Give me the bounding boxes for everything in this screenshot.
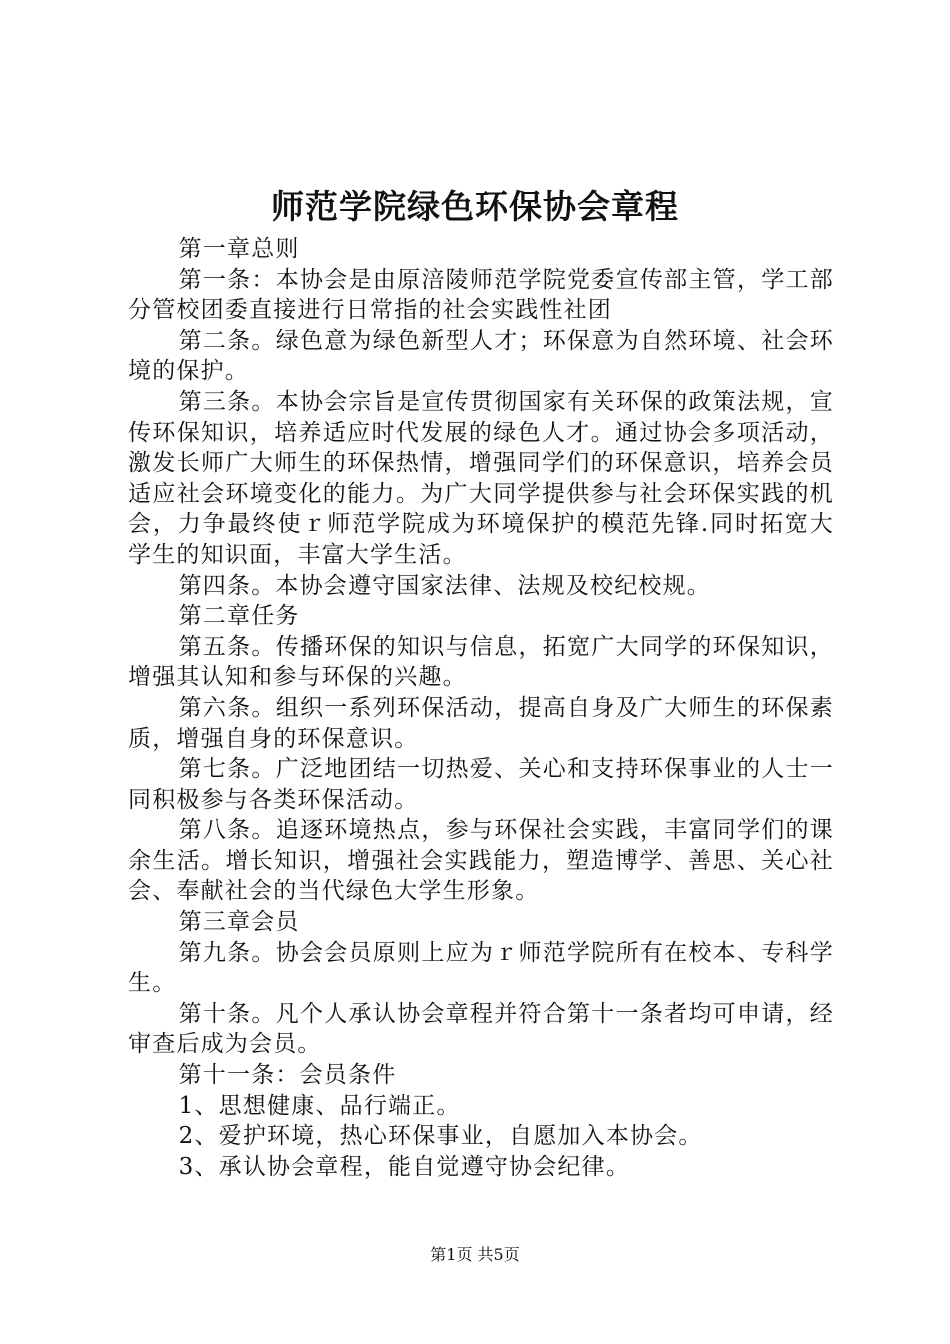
article-paragraph: 第十一条：会员条件 [178, 1062, 397, 1089]
page-number-footer: 第1页 共5页 [430, 1245, 520, 1264]
list-item: 3、承认协会章程，能自觉遵守协会纪律。 [178, 1153, 631, 1180]
article-paragraph: 第三条。本协会宗旨是宣传贯彻国家有关环保的政策法规，宣传环保知识，培养适应时代发展的绿色人才。通过协会多项活动，激发长师广大师生的环保热情，增强同学们的环保意识，培养会员适应社会环境变化的能力。为广大同学提供参与社会环保实践的机会，力争最终使ｒ师范学院成为环境保护的模范先锋.同时拓宽大学生的知识面，丰富大学生活。 [128, 388, 834, 568]
document-body [128, 234, 834, 1182]
article-paragraph: 第十条。凡个人承认协会章程并符合第十一条者均可申请，经审查后成为会员。 [128, 1000, 834, 1058]
document-title: 师范学院绿色环保协会章程 [271, 187, 679, 226]
chapter-heading: 第三章会员 [178, 909, 300, 936]
article-paragraph: 第二条。绿色意为绿色新型人才；环保意为自然环境、社会环境的保护。 [128, 327, 834, 385]
article-paragraph: 第九条。协会会员原则上应为ｒ师范学院所有在校本、专科学生。 [128, 939, 834, 997]
chapter-heading: 第一章总则 [178, 236, 300, 262]
article-paragraph: 第一条：本协会是由原涪陵师范学院党委宣传部主管，学工部分管校团委直接进行日常指的社会实践性社团 [128, 266, 834, 324]
chapter-heading: 第二章任务 [178, 603, 300, 630]
article-paragraph: 第五条。传播环保的知识与信息，拓宽广大同学的环保知识，增强其认知和参与环保的兴趣。 [128, 633, 834, 691]
article-paragraph: 第八条。追逐环境热点，参与环保社会实践，丰富同学们的课余生活。增长知识，增强社会实践能力，塑造博学、善思、关心社会、奉献社会的当代绿色大学生形象。 [128, 817, 834, 905]
article-paragraph: 第七条。广泛地团结一切热爱、关心和支持环保事业的人士一同积极参与各类环保活动。 [128, 756, 834, 813]
article-paragraph: 第四条。本协会遵守国家法律、法规及校纪校规。 [178, 572, 711, 599]
article-paragraph: 第六条。组织一系列环保活动，提高自身及广大师生的环保素质，增强自身的环保意识。 [128, 694, 834, 752]
list-item: 1、思想健康、品行端正。 [178, 1092, 461, 1119]
list-item: 2、爱护环境，热心环保事业，自愿加入本协会。 [178, 1123, 703, 1150]
